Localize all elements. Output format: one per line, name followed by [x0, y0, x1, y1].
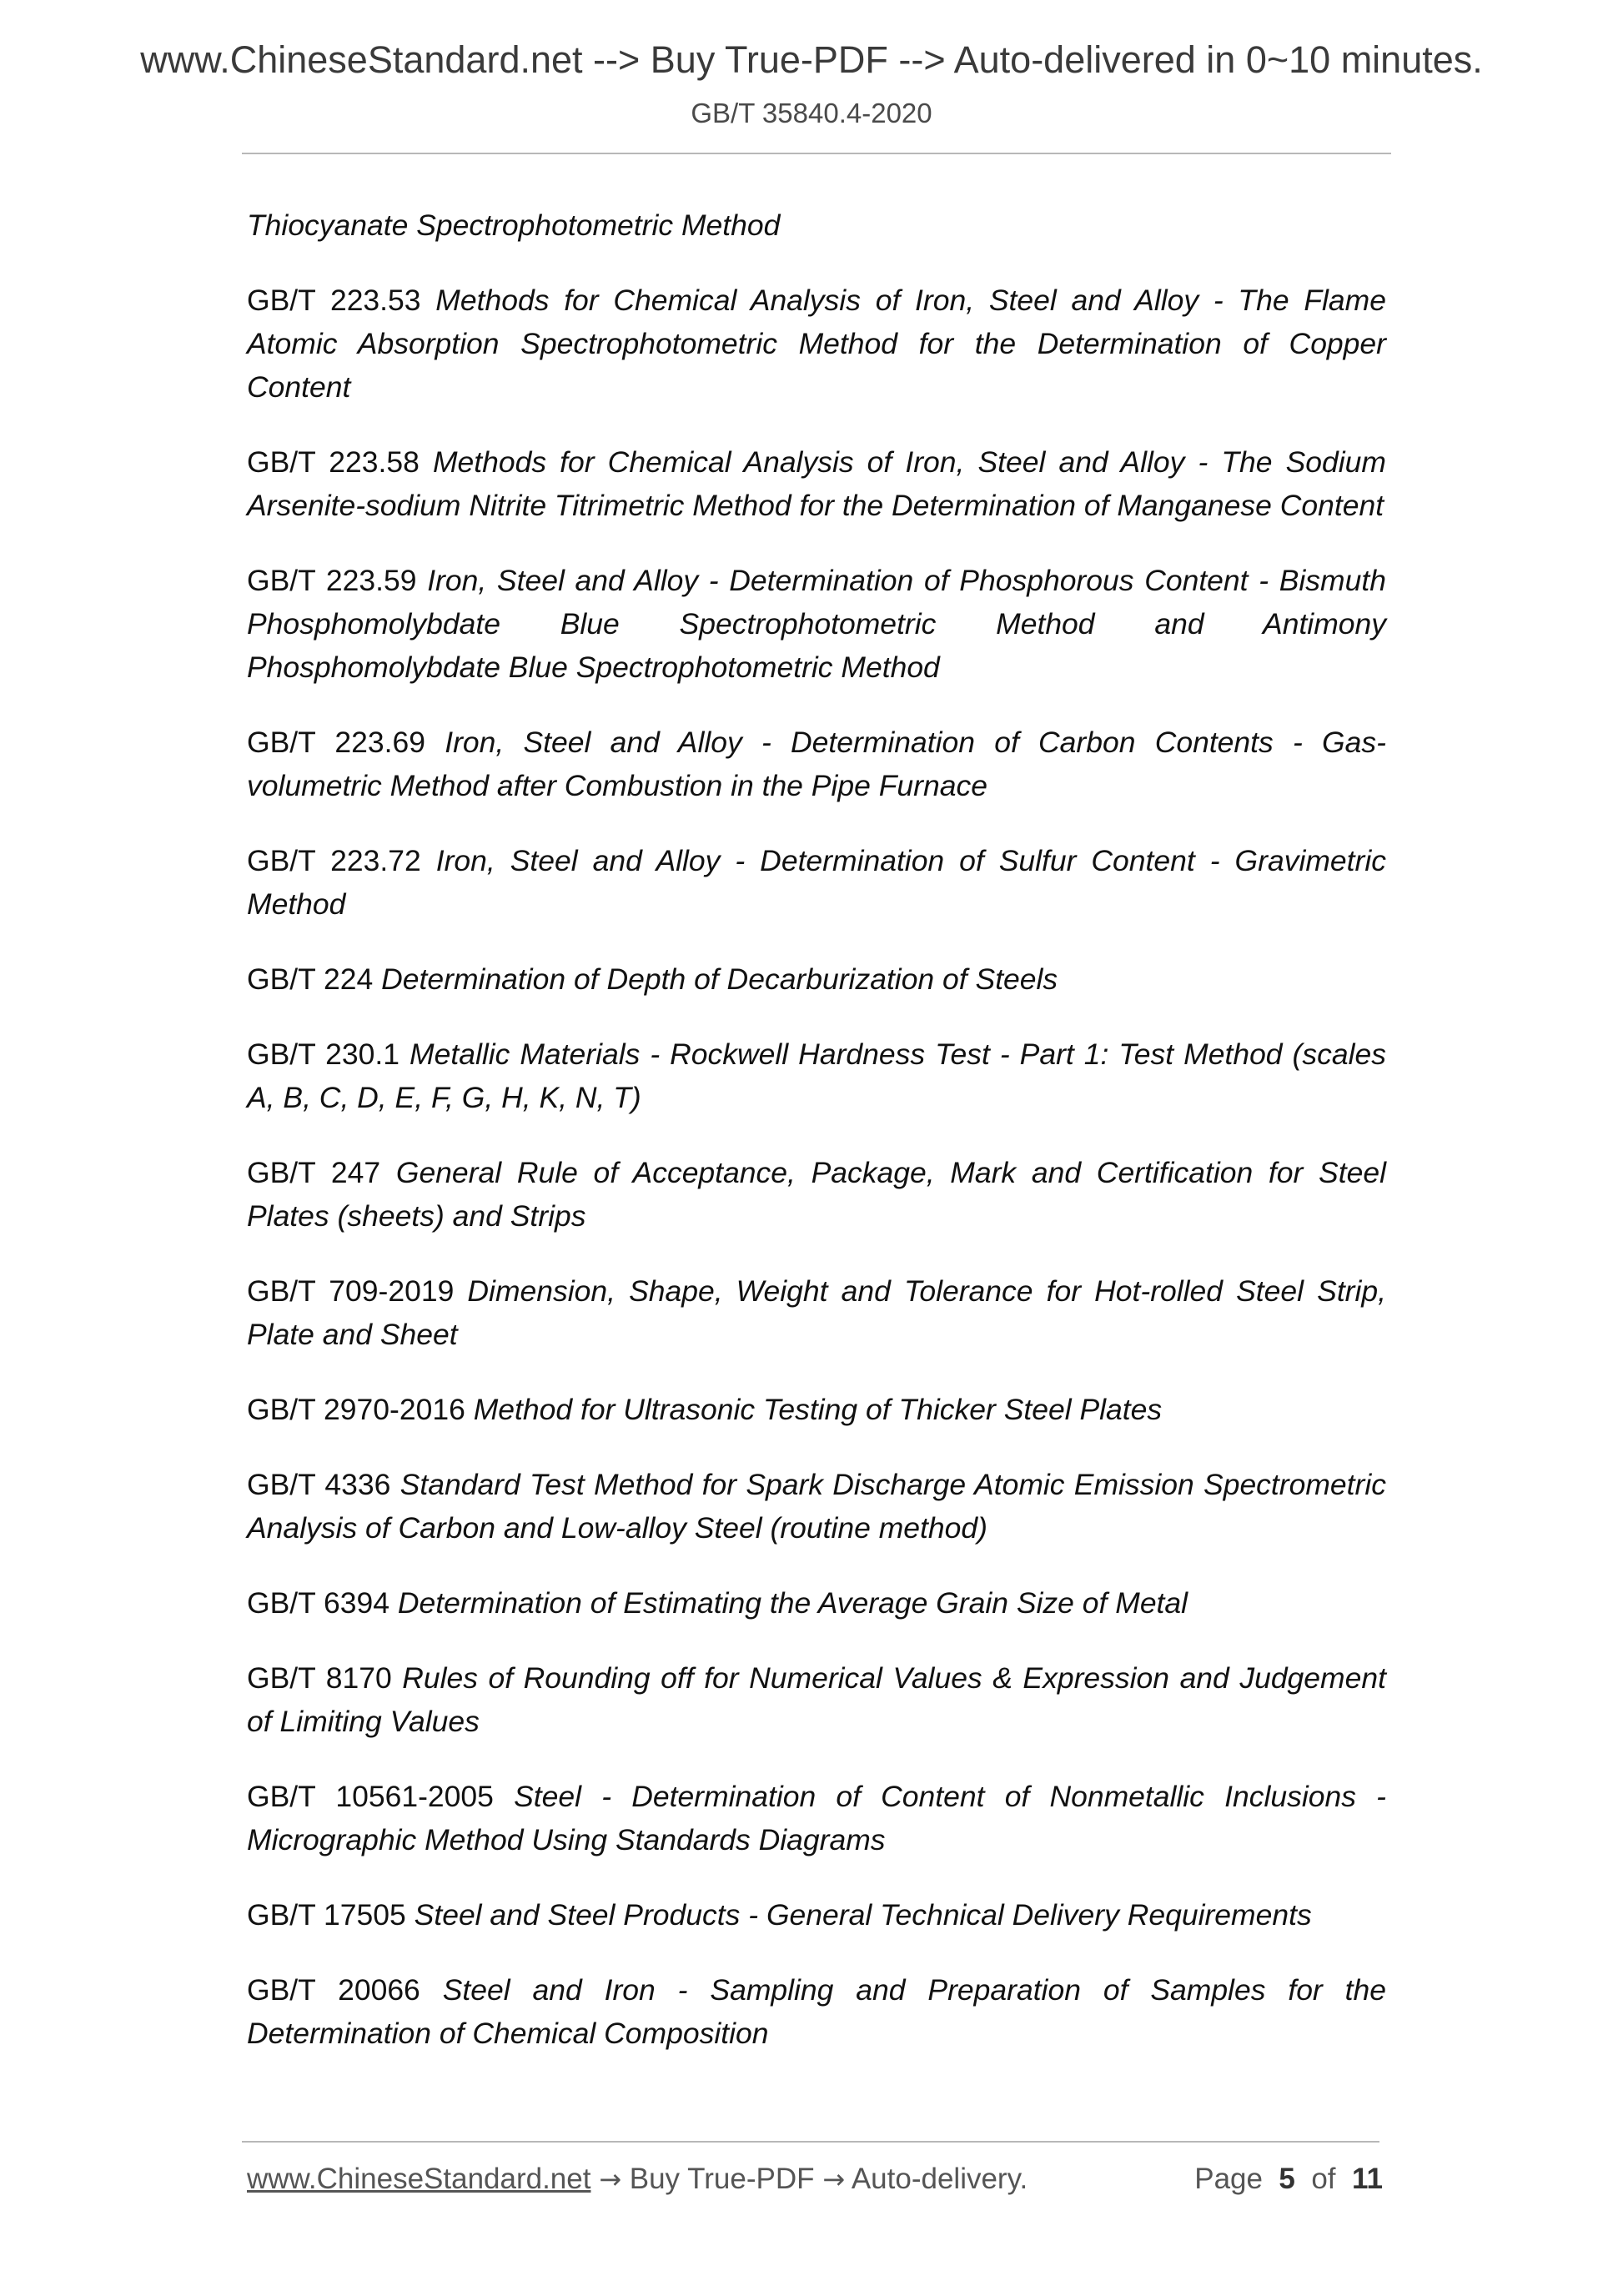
reference-code: GB/T 4336: [247, 1468, 391, 1501]
reference-item: [247, 1463, 1386, 1550]
reference-item: [247, 440, 1386, 527]
page-footer: [247, 2160, 1383, 2198]
arrow-right-icon: →: [599, 2163, 622, 2195]
reference-item: [247, 957, 1386, 1001]
reference-title: Thiocyanate Spectrophotometric Method: [247, 208, 781, 242]
delivery-text: Auto-delivery.: [851, 2163, 1028, 2195]
reference-title: Methods for Chemical Analysis of Iron, Steel and Alloy - The Sodium Arsenite-sodium Nitrite Titrimetric Method for the Determination of Manganese Content: [247, 445, 1386, 522]
of-label: of: [1311, 2163, 1336, 2195]
reference-continuation: [247, 203, 1386, 247]
reference-title: Method for Ultrasonic Testing of Thicker Steel Plates: [473, 1393, 1163, 1426]
document-code: GB/T 35840.4-2020: [691, 98, 932, 128]
reference-code: GB/T 224: [247, 962, 374, 996]
page-current: 5: [1279, 2163, 1295, 2195]
reference-item: [247, 839, 1386, 926]
reference-title: Methods for Chemical Analysis of Iron, Steel and Alloy - The Flame Atomic Absorption Spectrophotometric Method for the Determination of Copper Content: [247, 284, 1386, 404]
reference-code: GB/T 709-2019: [247, 1274, 455, 1308]
reference-title: Determination of Depth of Decarburization of Steels: [381, 962, 1058, 996]
reference-code: GB/T 10561-2005: [247, 1780, 494, 1813]
reference-code: GB/T 223.59: [247, 564, 417, 597]
reference-title: Iron, Steel and Alloy - Determination of Sulfur Content - Gravimetric Method: [247, 844, 1386, 921]
reference-item: [247, 1032, 1386, 1119]
reference-code: GB/T 223.58: [247, 445, 420, 479]
reference-item: [247, 1581, 1386, 1625]
reference-item: [247, 559, 1386, 689]
reference-title: Metallic Materials - Rockwell Hardness Test - Part 1: Test Method (scales A, B, C, D, E, F, G, H, K, N, T): [247, 1037, 1386, 1114]
reference-code: GB/T 2970-2016: [247, 1393, 465, 1426]
header-banner: www.ChineseStandard.net --> Buy True-PDF --> Auto-delivered in 0~10 minutes.: [140, 38, 1483, 81]
site-link[interactable]: www.ChineseStandard.net: [247, 2163, 591, 2195]
reference-code: GB/T 223.53: [247, 284, 421, 317]
reference-title: Steel and Steel Products - General Technical Delivery Requirements: [414, 1898, 1312, 1932]
reference-code: GB/T 223.72: [247, 844, 421, 877]
reference-item: [247, 1269, 1386, 1356]
reference-title: Iron, Steel and Alloy - Determination of Phosphorous Content - Bismuth Phosphomolybdate Blue Spectrophotometric Method and Antimony Phosphomolybdate Blue Spectrophotometric Method: [247, 564, 1386, 684]
reference-title: Standard Test Method for Spark Discharge Atomic Emission Spectrometric Analysis of Carbon and Low-alloy Steel (routine method): [247, 1468, 1386, 1545]
reference-code: GB/T 6394: [247, 1586, 390, 1620]
reference-item: [247, 1151, 1386, 1238]
page-label: Page: [1194, 2163, 1263, 2195]
reference-item: [247, 279, 1386, 409]
reference-code: GB/T 17505: [247, 1898, 406, 1932]
arrow-right-icon: →: [822, 2163, 846, 2195]
reference-title: Dimension, Shape, Weight and Tolerance for Hot-rolled Steel Strip, Plate and Sheet: [247, 1274, 1386, 1351]
reference-code: GB/T 223.69: [247, 726, 426, 759]
buy-text: Buy True-PDF: [629, 2163, 815, 2195]
reference-item: [247, 1968, 1386, 2055]
reference-item: [247, 721, 1386, 807]
reference-code: GB/T 20066: [247, 1973, 420, 2007]
reference-title: General Rule of Acceptance, Package, Mark and Certification for Steel Plates (sheets) and Strips: [247, 1156, 1386, 1233]
page-total: 11: [1352, 2163, 1383, 2195]
reference-title: Iron, Steel and Alloy - Determination of Carbon Contents - Gas-volumetric Method after Combustion in the Pipe Furnace: [247, 726, 1386, 802]
header-divider: [242, 153, 1391, 154]
footer-divider: [242, 2141, 1379, 2143]
normative-references: [247, 203, 1386, 2087]
reference-code: GB/T 247: [247, 1156, 381, 1189]
reference-title: Steel and Iron - Sampling and Preparation of Samples for the Determination of Chemical Composition: [247, 1973, 1386, 2050]
reference-code: GB/T 8170: [247, 1661, 392, 1695]
reference-code: GB/T 230.1: [247, 1037, 400, 1071]
reference-item: [247, 1893, 1386, 1937]
reference-title: Rules of Rounding off for Numerical Values & Expression and Judgement of Limiting Values: [247, 1661, 1386, 1738]
reference-item: [247, 1775, 1386, 1861]
reference-item: [247, 1656, 1386, 1743]
reference-title: Determination of Estimating the Average Grain Size of Metal: [397, 1586, 1188, 1620]
reference-title: Steel - Determination of Content of Nonmetallic Inclusions - Micrographic Method Using Standards Diagrams: [247, 1780, 1386, 1856]
page-indicator: [1194, 2160, 1383, 2198]
reference-item: [247, 1388, 1386, 1431]
